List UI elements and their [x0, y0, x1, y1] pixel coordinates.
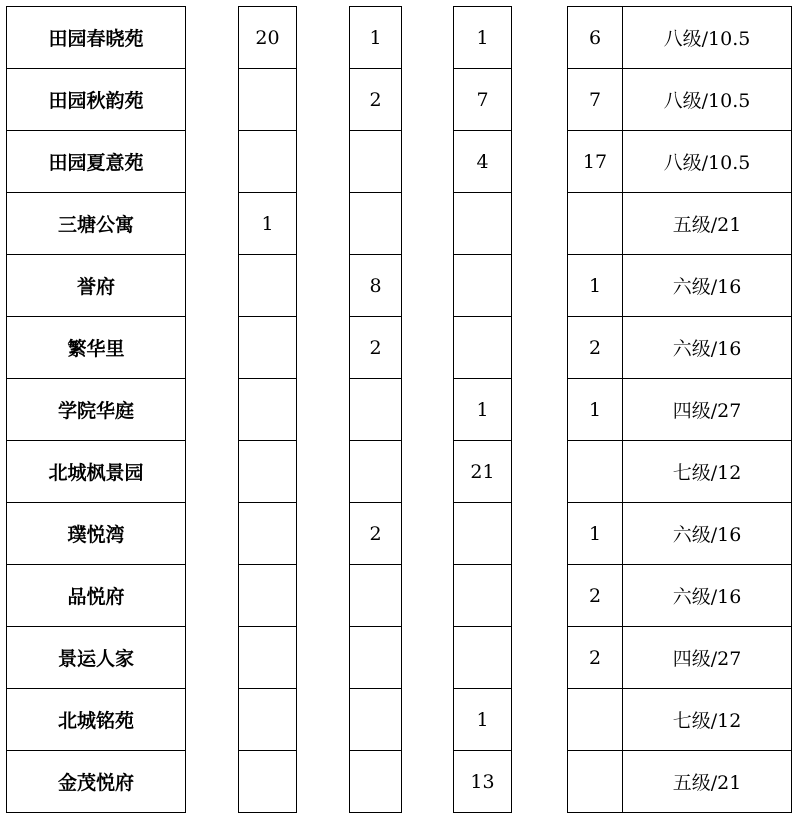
value-a-cell	[239, 565, 297, 627]
community-name-cell: 北城枫景园	[7, 441, 186, 503]
value-a-cell	[239, 317, 297, 379]
grade-cell: 七级/12	[623, 689, 792, 751]
community-name-cell: 誉府	[7, 255, 186, 317]
grade-cell: 六级/16	[623, 317, 792, 379]
value-a-cell	[239, 379, 297, 441]
value-b-cell	[350, 627, 402, 689]
value-d-cell: 17	[568, 131, 623, 193]
value-b-cell	[350, 379, 402, 441]
grade-cell: 四级/27	[623, 627, 792, 689]
value-c-cell	[454, 317, 512, 379]
value-c-cell: 1	[454, 379, 512, 441]
value-b-cell	[350, 193, 402, 255]
community-name-cell: 北城铭苑	[7, 689, 186, 751]
community-name-cell: 品悦府	[7, 565, 186, 627]
value-a-cell	[239, 441, 297, 503]
value-a-cell: 1	[239, 193, 297, 255]
value-a-cell: 20	[239, 7, 297, 69]
value-d-cell: 2	[568, 627, 623, 689]
grade-cell: 五级/21	[623, 751, 792, 813]
community-name-cell: 景运人家	[7, 627, 186, 689]
value-b-cell: 2	[350, 69, 402, 131]
value-c-cell	[454, 565, 512, 627]
value-d-cell	[568, 441, 623, 503]
value-c-cell	[454, 503, 512, 565]
value-c-cell	[454, 255, 512, 317]
grade-cell: 五级/21	[623, 193, 792, 255]
grade-cell: 八级/10.5	[623, 7, 792, 69]
value-b-cell	[350, 751, 402, 813]
value-b-cell: 2	[350, 317, 402, 379]
grade-cell: 七级/12	[623, 441, 792, 503]
value-b-cell	[350, 689, 402, 751]
value-b-cell: 2	[350, 503, 402, 565]
value-b-cell	[350, 441, 402, 503]
community-name-cell: 金茂悦府	[7, 751, 186, 813]
value-a-cell	[239, 689, 297, 751]
value-d-cell: 1	[568, 379, 623, 441]
value-d-cell: 2	[568, 565, 623, 627]
table-row	[568, 503, 792, 565]
table-row	[568, 379, 792, 441]
community-name-cell: 繁华里	[7, 317, 186, 379]
value-c-cell: 13	[454, 751, 512, 813]
community-name-cell: 三塘公寓	[7, 193, 186, 255]
table-row	[568, 255, 792, 317]
grade-cell: 八级/10.5	[623, 131, 792, 193]
column-d-e	[567, 6, 792, 813]
grade-cell: 六级/16	[623, 503, 792, 565]
table-row	[568, 565, 792, 627]
value-b-cell	[350, 131, 402, 193]
community-name-cell: 田园秋韵苑	[7, 69, 186, 131]
community-name-cell: 田园夏意苑	[7, 131, 186, 193]
table-row	[568, 131, 792, 193]
community-name-cell: 璞悦湾	[7, 503, 186, 565]
community-name-cell: 田园春晓苑	[7, 7, 186, 69]
column-b	[349, 6, 402, 813]
value-c-cell: 1	[454, 689, 512, 751]
value-c-cell	[454, 193, 512, 255]
table-row	[568, 7, 792, 69]
value-c-cell	[454, 627, 512, 689]
value-c-cell: 21	[454, 441, 512, 503]
column-community-name	[6, 6, 186, 813]
value-d-cell	[568, 193, 623, 255]
table-row	[568, 317, 792, 379]
table-row	[568, 69, 792, 131]
table-row	[568, 193, 792, 255]
value-d-cell: 7	[568, 69, 623, 131]
value-a-cell	[239, 69, 297, 131]
value-c-cell: 1	[454, 7, 512, 69]
table-row	[568, 689, 792, 751]
value-c-cell: 4	[454, 131, 512, 193]
table-row	[568, 627, 792, 689]
value-d-cell	[568, 689, 623, 751]
grade-cell: 八级/10.5	[623, 69, 792, 131]
value-a-cell	[239, 131, 297, 193]
grade-cell: 六级/16	[623, 255, 792, 317]
value-a-cell	[239, 627, 297, 689]
value-d-cell	[568, 751, 623, 813]
column-a	[238, 6, 297, 813]
value-d-cell: 1	[568, 255, 623, 317]
value-b-cell: 1	[350, 7, 402, 69]
value-b-cell: 8	[350, 255, 402, 317]
value-d-cell: 6	[568, 7, 623, 69]
value-c-cell: 7	[454, 69, 512, 131]
value-a-cell	[239, 503, 297, 565]
value-a-cell	[239, 751, 297, 813]
table-row	[568, 751, 792, 813]
community-name-cell: 学院华庭	[7, 379, 186, 441]
value-a-cell	[239, 255, 297, 317]
table-row	[568, 441, 792, 503]
value-d-cell: 2	[568, 317, 623, 379]
column-c	[453, 6, 512, 813]
value-d-cell: 1	[568, 503, 623, 565]
grade-cell: 六级/16	[623, 565, 792, 627]
grade-cell: 四级/27	[623, 379, 792, 441]
value-b-cell	[350, 565, 402, 627]
